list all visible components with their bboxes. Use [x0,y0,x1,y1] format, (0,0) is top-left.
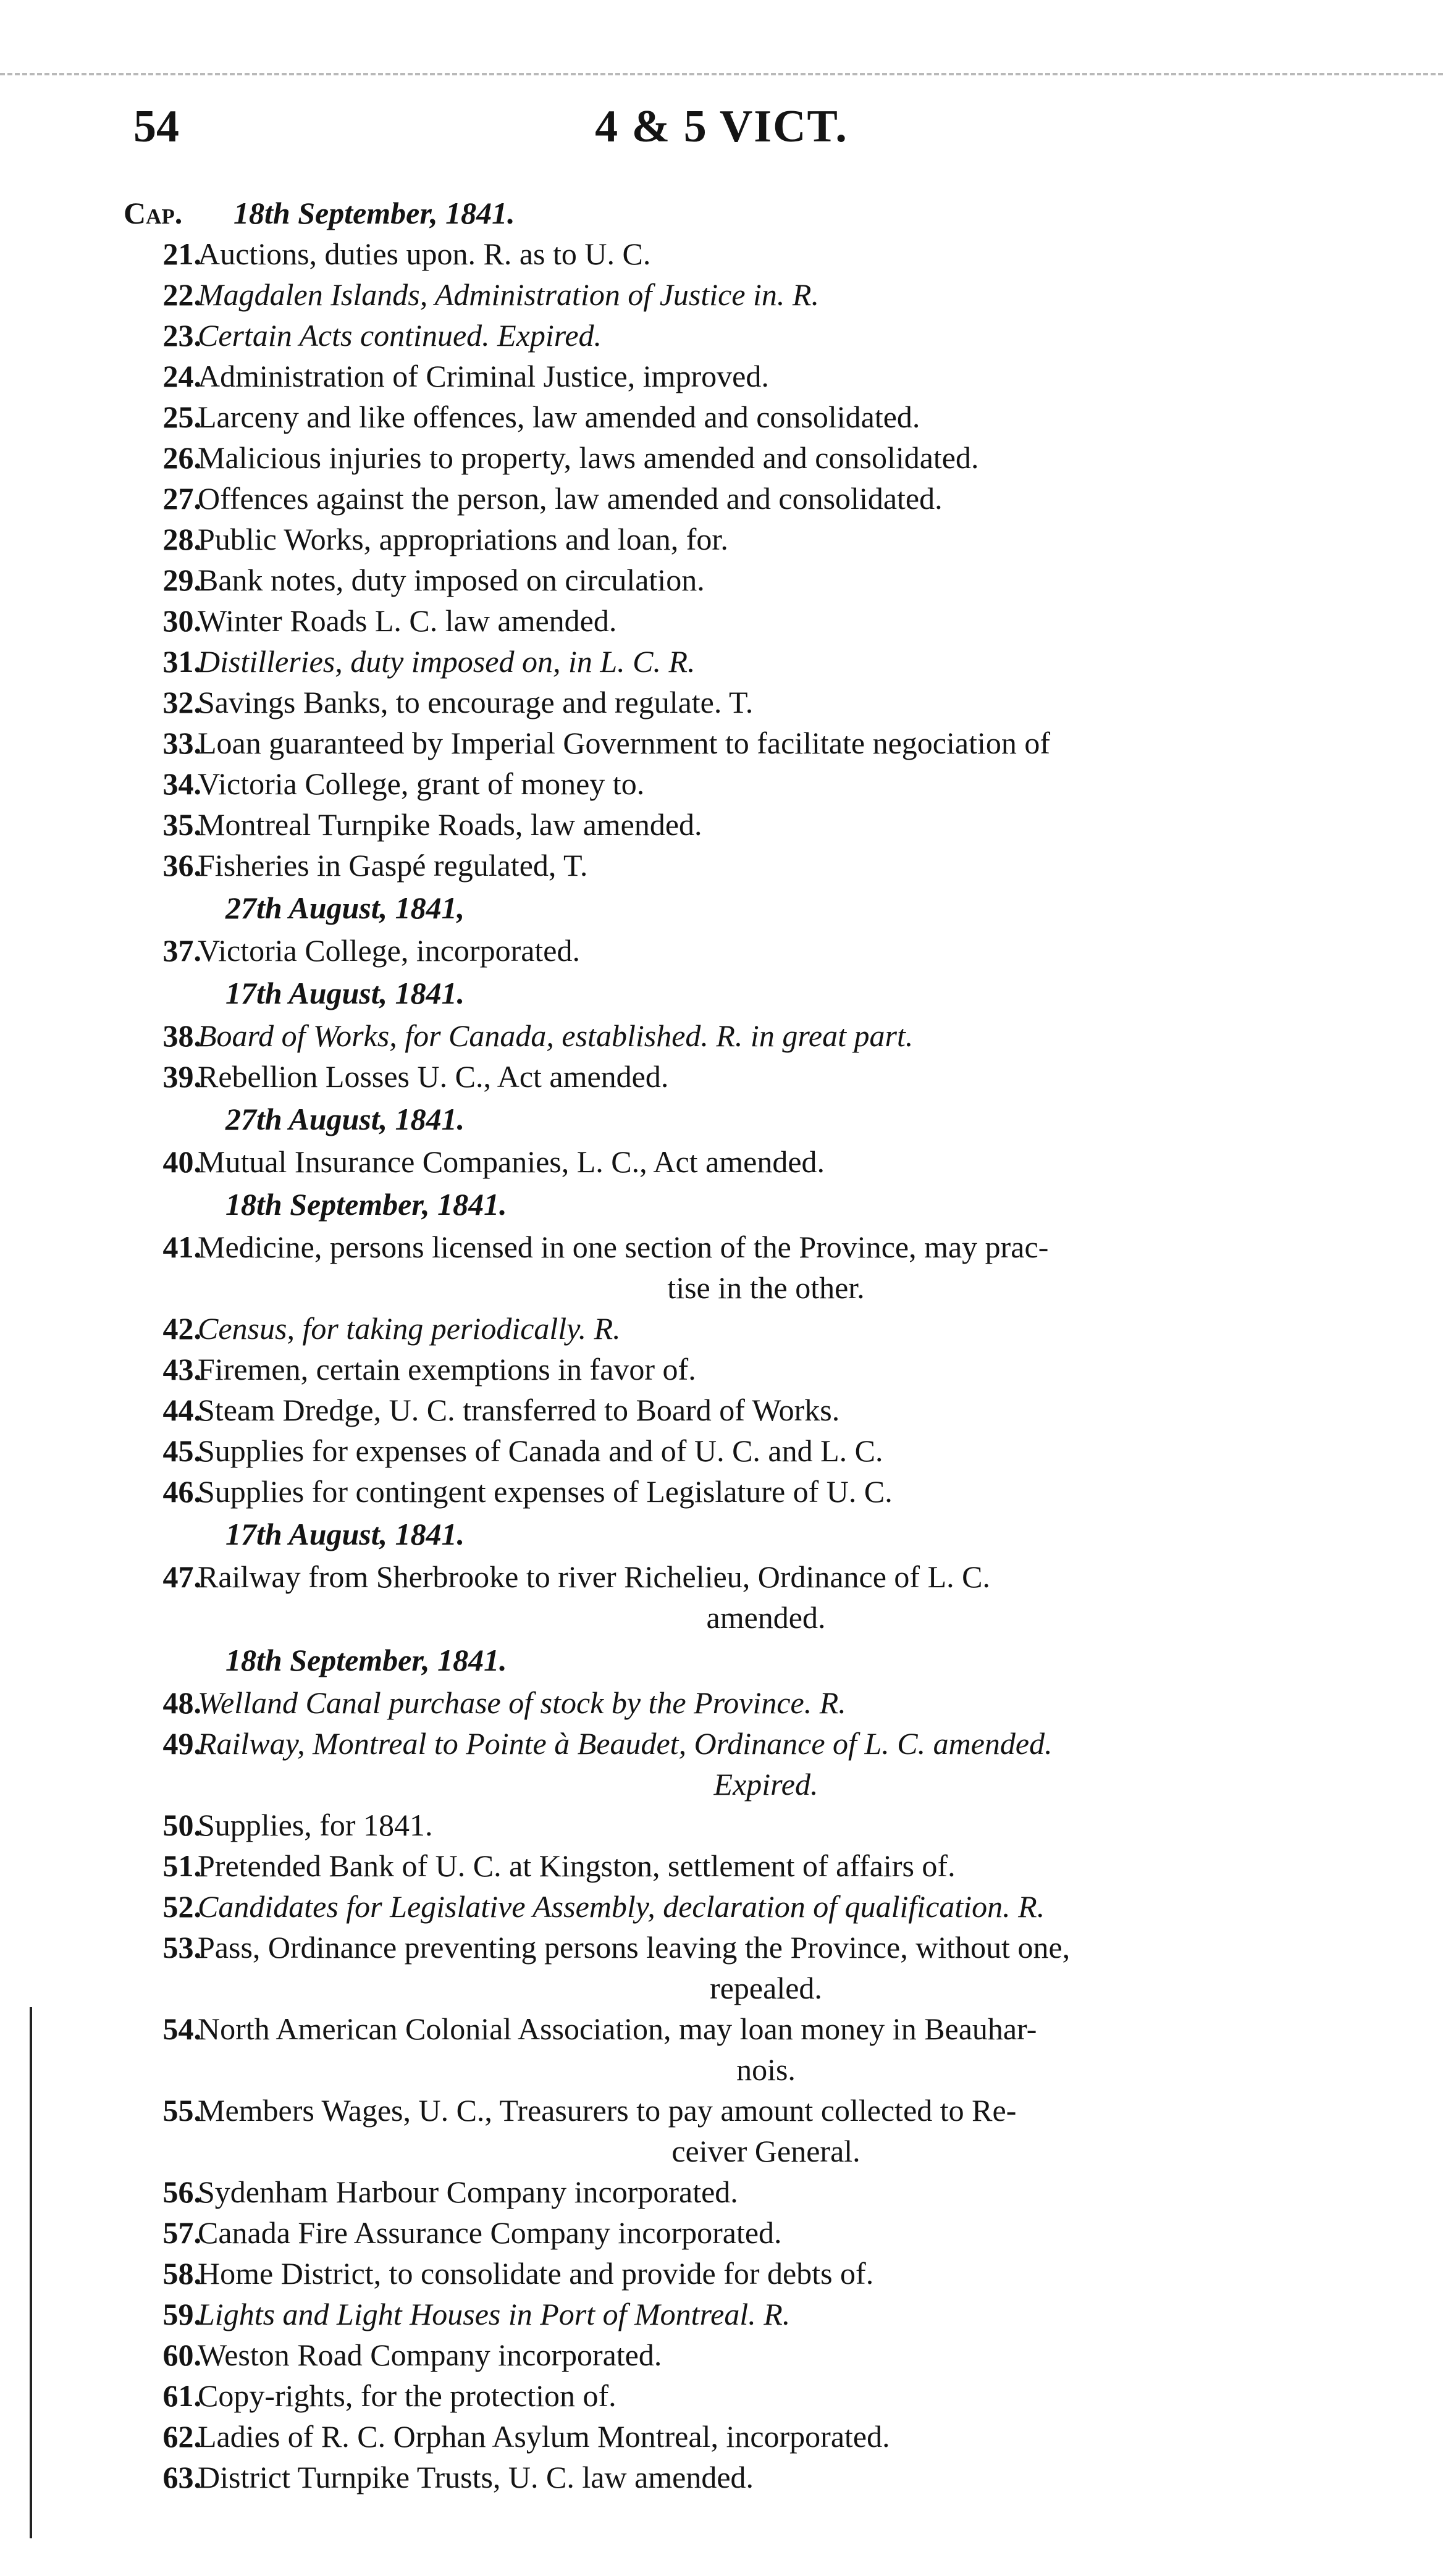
list-item [0,1682,1443,1723]
chapter-number: 60. [162,2338,201,2372]
chapter-number: 51. [162,1848,201,1883]
list-item [0,356,1443,396]
chapter-number: 56. [162,2175,201,2209]
chapter-title: Lights and Light Houses in Port of Montreal. R. [198,2297,791,2331]
chapter-title: Loan guaranteed by Imperial Government to facilitate negociation of [198,726,1051,760]
list-item [0,2375,1443,2416]
entry-group-a [0,233,1443,886]
list-item [0,2335,1443,2375]
chapter-number: 41. [162,1230,201,1264]
chapter-title: Auctions, duties upon. R. as to U. C. [198,237,651,271]
chapter-title: Sydenham Harbour Company incorporated. [198,2175,738,2209]
chapter-title: Rebellion Losses U. C., Act amended. [198,1059,669,1094]
chapter-number: 39. [162,1059,201,1094]
chapter-title: Medicine, persons licensed in one section of the Province, may prac- [198,1230,1049,1264]
list-item [0,600,1443,641]
list-item [0,1015,1443,1056]
chapter-title: District Turnpike Trusts, U. C. law amended. [198,2460,754,2494]
list-item [0,1471,1443,1512]
cap-header [0,193,1443,233]
list-item [0,1556,1443,1638]
chapter-title: Magdalen Islands, Administration of Justice in. R. [198,277,819,312]
chapter-title: Montreal Turnpike Roads, law amended. [198,807,702,842]
cap-date: 18th September, 1841. [233,196,515,230]
chapter-number: 62. [162,2419,201,2454]
list-item [0,396,1443,437]
chapter-title: Copy-rights, for the protection of. [198,2378,616,2413]
list-item [0,682,1443,723]
chapter-number: 29. [162,563,201,597]
chapter-title: Public Works, appropriations and loan, for. [198,522,728,556]
chapter-number: 33. [162,726,201,760]
chapter-title-continuation: ceiver General. [671,2134,860,2168]
chapter-title: Railway, Montreal to Pointe à Beaudet, Ordinance of L. C. amended. [198,1726,1053,1761]
chapter-title: Supplies for contingent expenses of Legislature of U. C. [198,1474,893,1509]
list-item [0,1723,1443,1805]
chapter-title: Home District, to consolidate and provide for debts of. [198,2256,874,2291]
chapter-number: 45. [162,1433,201,1468]
entry-group-b [0,930,1443,971]
chapter-number: 49. [162,1726,201,1761]
chapter-number: 30. [162,603,201,638]
list-item [0,763,1443,804]
list-item [0,1886,1443,1927]
chapter-number: 48. [162,1685,201,1720]
chapter-title: Candidates for Legislative Assembly, declaration of qualification. R. [198,1889,1045,1924]
entry-group-c [0,1015,1443,1097]
chapter-number: 40. [162,1144,201,1179]
chapter-number: 25. [162,400,201,434]
chapter-number: 50. [162,1808,201,1842]
chapter-title: Railway from Sherbrooke to river Richelieu, Ordinance of L. C. [198,1559,990,1594]
chapter-title-continuation: amended. [706,1600,826,1635]
list-item [0,1349,1443,1390]
cap-label: Cap. [124,196,183,230]
date-heading: 18th September, 1841. [225,1187,507,1222]
chapter-title: Larceny and like offences, law amended and consolidated. [198,400,920,434]
chapter-title: Canada Fire Assurance Company incorporated. [198,2215,782,2250]
chapter-number: 26. [162,440,201,475]
list-item [0,1430,1443,1471]
chapter-list [0,193,1443,2498]
list-item [0,1845,1443,1886]
date-heading: 17th August, 1841. [225,976,465,1010]
chapter-number: 37. [162,933,201,968]
entry-group-e [0,1227,1443,1512]
list-item [0,2090,1443,2171]
list-item [0,315,1443,356]
chapter-title: North American Colonial Association, may loan money in Beauhar- [198,2012,1037,2046]
chapter-number: 21. [162,237,201,271]
chapter-title-continuation: repealed. [710,1971,822,2005]
chapter-title: Victoria College, grant of money to. [198,766,645,801]
list-item [0,723,1443,763]
chapter-number: 54. [162,2012,201,2046]
chapter-title: Supplies, for 1841. [198,1808,433,1842]
date-heading: 27th August, 1841. [225,1102,465,1136]
list-item [0,560,1443,600]
chapter-title: Offences against the person, law amended and consolidated. [198,481,943,516]
margin-bracket-line [30,2007,32,2538]
chapter-number: 63. [162,2460,201,2494]
chapter-title: Firemen, certain exemptions in favor of. [198,1352,696,1387]
chapter-title: Board of Works, for Canada, established. R. in great part. [198,1018,914,1053]
list-item [0,2171,1443,2212]
entry-group-f [0,1556,1443,1638]
chapter-number: 34. [162,766,201,801]
list-item [0,2008,1443,2090]
entry-group-g [0,1682,1443,2498]
list-item [0,2253,1443,2294]
chapter-title: Winter Roads L. C. law amended. [198,603,617,638]
list-item [0,641,1443,682]
chapter-title: Bank notes, duty imposed on circulation. [198,563,705,597]
chapter-number: 59. [162,2297,201,2331]
chapter-title-continuation: nois. [736,2052,796,2087]
chapter-number: 22. [162,277,201,312]
chapter-number: 47. [162,1559,201,1594]
list-item [0,1227,1443,1308]
chapter-title-continuation: Expired. [713,1767,818,1802]
chapter-number: 52. [162,1889,201,1924]
date-heading: 18th September, 1841. [225,1643,507,1677]
list-item [0,1390,1443,1430]
chapter-number: 53. [162,1930,201,1965]
list-item [0,845,1443,886]
chapter-number: 28. [162,522,201,556]
list-item [0,1805,1443,1845]
chapter-title: Certain Acts continued. Expired. [198,318,602,353]
chapter-number: 32. [162,685,201,720]
chapter-title: Victoria College, incorporated. [198,933,580,968]
list-item [0,519,1443,560]
list-item [0,478,1443,519]
chapter-title: Pretended Bank of U. C. at Kingston, settlement of affairs of. [198,1848,956,1883]
date-heading: 27th August, 1841, [225,891,465,925]
list-item [0,804,1443,845]
chapter-title: Mutual Insurance Companies, L. C., Act amended. [198,1144,825,1179]
chapter-title: Census, for taking periodically. R. [198,1311,621,1346]
chapter-number: 38. [162,1018,201,1053]
chapter-title: Members Wages, U. C., Treasurers to pay amount collected to Re- [198,2093,1017,2128]
list-item [0,2212,1443,2253]
list-item [0,437,1443,478]
chapter-number: 57. [162,2215,201,2250]
list-item [0,930,1443,971]
chapter-title: Welland Canal purchase of stock by the Province. R. [198,1685,846,1720]
chapter-title: Malicious injuries to property, laws amended and consolidated. [198,440,979,475]
chapter-title: Weston Road Company incorporated. [198,2338,662,2372]
chapter-title: Administration of Criminal Justice, improved. [198,359,769,393]
chapter-title: Steam Dredge, U. C. transferred to Board of Works. [198,1393,840,1427]
list-item [0,2457,1443,2498]
chapter-number: 27. [162,481,201,516]
date-heading: 17th August, 1841. [225,1517,465,1551]
chapter-number: 24. [162,359,201,393]
list-item [0,1056,1443,1097]
list-item [0,1308,1443,1349]
top-rule [0,73,1443,75]
chapter-number: 55. [162,2093,201,2128]
chapter-title: Pass, Ordinance preventing persons leaving the Province, without one, [198,1930,1071,1965]
chapter-number: 46. [162,1474,201,1509]
chapter-number: 36. [162,848,201,883]
list-item [0,274,1443,315]
chapter-title: Distilleries, duty imposed on, in L. C. R. [198,644,696,679]
chapter-number: 23. [162,318,201,353]
list-item [0,1927,1443,2008]
chapter-title-continuation: tise in the other. [667,1270,865,1305]
list-item [0,2416,1443,2457]
chapter-title: Supplies for expenses of Canada and of U. C. and L. C. [198,1433,883,1468]
chapter-title: Savings Banks, to encourage and regulate. T. [198,685,754,720]
chapter-number: 35. [162,807,201,842]
list-item [0,233,1443,274]
chapter-number: 42. [162,1311,201,1346]
chapter-number: 31. [162,644,201,679]
chapter-number: 44. [162,1393,201,1427]
chapter-number: 43. [162,1352,201,1387]
page-number: 54 [133,101,179,152]
list-item [0,2294,1443,2335]
entry-group-d [0,1141,1443,1182]
running-title: 4 & 5 VICT. [595,101,848,152]
chapter-title: Fisheries in Gaspé regulated, T. [198,848,588,883]
chapter-title: Ladies of R. C. Orphan Asylum Montreal, incorporated. [198,2419,890,2454]
chapter-number: 58. [162,2256,201,2291]
chapter-number: 61. [162,2378,201,2413]
list-item [0,1141,1443,1182]
